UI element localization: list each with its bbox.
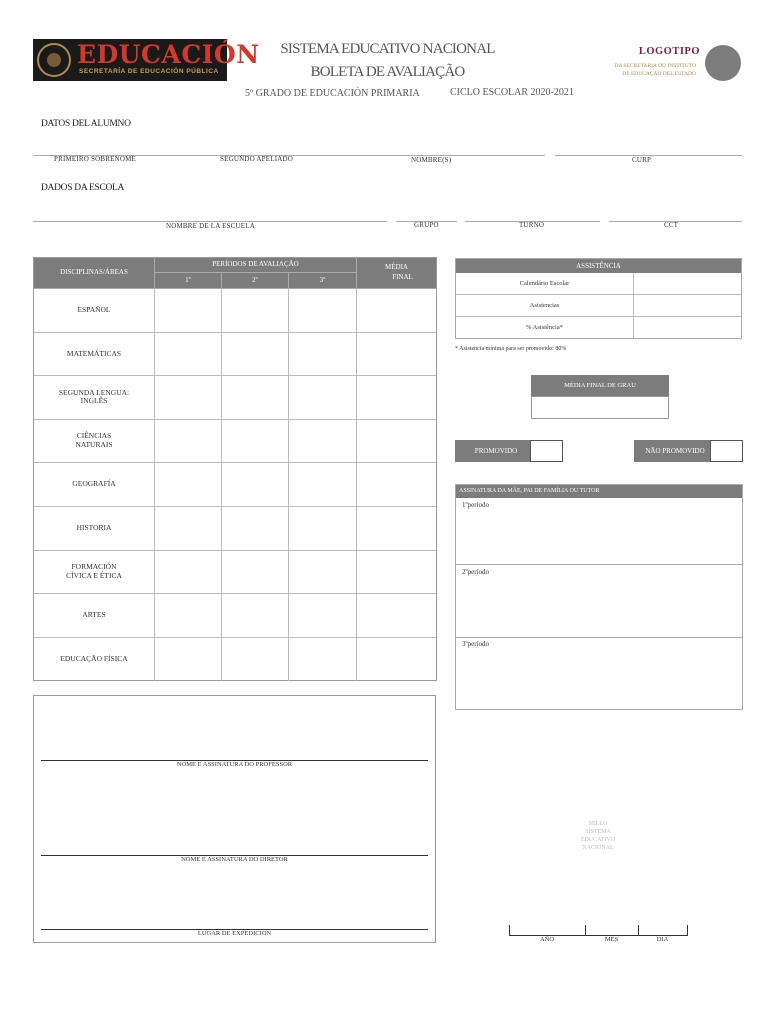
grade-cell-period-2[interactable] xyxy=(222,638,289,682)
teacher-signature-label: NOME E ASSINATURA DO PROFESSOR xyxy=(176,761,293,768)
date-tick xyxy=(687,925,688,935)
media-final-cell[interactable] xyxy=(357,638,436,682)
media-final-cell[interactable] xyxy=(357,463,436,507)
media-final-cell[interactable] xyxy=(357,333,436,377)
subjects-header: DISCIPLINAS/ÁREAS xyxy=(34,258,155,289)
date-tick xyxy=(509,925,510,935)
grades-table xyxy=(33,257,437,681)
date-tick xyxy=(585,925,586,935)
grade-cell-period-1[interactable] xyxy=(155,463,222,507)
signature-period-3[interactable] xyxy=(456,638,742,709)
subject-label: SEGUNDA LENGUA: INGLÊS xyxy=(34,376,155,420)
not-promoted-label: NÃO PROMOVIDO xyxy=(634,440,716,462)
grade-cell-period-2[interactable] xyxy=(222,420,289,464)
grade-cell-period-3[interactable] xyxy=(289,551,357,595)
school-section-title: DADOS DA ESCOLA xyxy=(41,183,125,193)
parent-signature-header: ASSINATURA DA MÃE, PAI DE FAMÍLIA OU TUTOR xyxy=(456,485,742,498)
attendance-count-value[interactable] xyxy=(634,295,741,317)
logo-placeholder-icon xyxy=(705,45,741,81)
document-title-2: BOLETA DE AVALIAÇÃO xyxy=(310,64,465,80)
director-signature-label: NOME E ASSINATURA DO DIRETOR xyxy=(181,856,288,863)
not-promoted-checkbox[interactable] xyxy=(710,440,743,462)
field-second-surname: SEGUNDO APELIADO xyxy=(220,155,294,163)
field-group: GRUPO xyxy=(414,221,439,229)
grade-cell-period-1[interactable] xyxy=(155,507,222,551)
field-cct: CCT xyxy=(664,221,679,229)
grade-label: 5º GRADO DE EDUCACIÓN PRIMARIA xyxy=(245,88,420,99)
grade-cell-period-1[interactable] xyxy=(155,594,222,638)
grade-cell-period-3[interactable] xyxy=(289,594,357,638)
media-final-grade-header: MÉDIA FINAL DE GRAU xyxy=(531,375,669,396)
document-title-1: SISTEMA EDUCATIVO NACIONAL xyxy=(280,41,495,57)
logo-subtext: SECRETARÍA DE EDUCACIÓN PÚBLICA xyxy=(79,68,219,75)
media-final-cell[interactable] xyxy=(357,551,436,595)
national-seal-icon xyxy=(37,43,71,77)
grade-cell-period-3[interactable] xyxy=(289,463,357,507)
signature-period-1-label: 1ºperíodo xyxy=(462,501,490,509)
attendance-note: * Asistencia mínima para ser promovido: 80% xyxy=(455,346,567,352)
place-label: LUGAR DE EXPEDICIÓN xyxy=(197,930,272,937)
subject-label: HISTORIA xyxy=(34,507,155,551)
period-3-header: 3º xyxy=(289,273,357,289)
attendance-calendar-label: Calendário Escolar xyxy=(456,273,634,295)
date-day-label: DIA xyxy=(656,936,669,943)
grade-cell-period-3[interactable] xyxy=(289,420,357,464)
grade-cell-period-2[interactable] xyxy=(222,551,289,595)
grade-cell-period-1[interactable] xyxy=(155,638,222,682)
signature-period-2[interactable] xyxy=(456,565,742,638)
parent-signature-box xyxy=(455,484,743,710)
grade-cell-period-1[interactable] xyxy=(155,551,222,595)
grade-cell-period-2[interactable] xyxy=(222,333,289,377)
date-year-label: AÑO xyxy=(539,936,555,943)
signature-period-2-label: 2ºperíodo xyxy=(462,568,490,576)
grade-cell-period-3[interactable] xyxy=(289,638,357,682)
media-final-cell[interactable] xyxy=(357,507,436,551)
grade-cell-period-1[interactable] xyxy=(155,333,222,377)
official-signatures-box xyxy=(33,695,436,943)
media-final-cell[interactable] xyxy=(357,594,436,638)
field-shift: TURNO xyxy=(519,221,545,229)
promoted-label: PROMOVIDO xyxy=(455,440,537,462)
date-tick xyxy=(638,925,639,935)
official-stamp-placeholder: SELLO SISTEMA EDUCATIVO NACIONAL xyxy=(580,821,616,852)
attendance-calendar-value[interactable] xyxy=(634,273,741,295)
field-school-name: NOMBRE DE LA ESCUELA xyxy=(166,222,255,230)
subject-label: ESPAÑOL xyxy=(34,289,155,333)
grade-cell-period-3[interactable] xyxy=(289,376,357,420)
grade-cell-period-1[interactable] xyxy=(155,289,222,333)
grade-cell-period-3[interactable] xyxy=(289,289,357,333)
attendance-percent-label: % Asistência* xyxy=(456,317,634,338)
grade-cell-period-2[interactable] xyxy=(222,463,289,507)
grade-cell-period-2[interactable] xyxy=(222,507,289,551)
grade-cell-period-2[interactable] xyxy=(222,376,289,420)
media-final-cell[interactable] xyxy=(357,420,436,464)
signature-period-3-label: 3ºperíodo xyxy=(462,640,490,648)
field-curp: CURP xyxy=(632,156,652,164)
attendance-table xyxy=(455,258,742,339)
signature-period-1[interactable] xyxy=(456,498,742,565)
promoted-checkbox[interactable] xyxy=(530,440,563,462)
date-month-label: MÊS xyxy=(604,936,619,943)
student-section-title: DATOS DEL ALUMNO xyxy=(41,119,131,129)
logo-text: EDUCACIÓN xyxy=(77,40,260,69)
field-first-surname: PRIMEIRO SOBRENOME xyxy=(54,155,136,163)
subject-label: FORMACIÓN CÍVICA E ÉTICA xyxy=(34,551,155,595)
period-2-header: 2º xyxy=(222,273,289,289)
subject-label: CIÊNCIAS NATURAIS xyxy=(34,420,155,464)
grade-cell-period-1[interactable] xyxy=(155,376,222,420)
subject-label: GEOGRAFÍA xyxy=(34,463,155,507)
grade-cell-period-2[interactable] xyxy=(222,289,289,333)
education-logo xyxy=(33,39,260,81)
subject-label: EDUCAÇÃO FÍSICA xyxy=(34,638,155,682)
grade-cell-period-1[interactable] xyxy=(155,420,222,464)
logotipo-sub: DA SECRETARIA OU INSTITUTO DE EDUCAÇÃO DEL ESTADO xyxy=(614,63,696,78)
attendance-header: ASSISTÊNCIA xyxy=(456,259,741,273)
period-1-header: 1º xyxy=(155,273,222,289)
grade-cell-period-3[interactable] xyxy=(289,333,357,377)
media-final-cell[interactable] xyxy=(357,376,436,420)
subject-label: ARTES xyxy=(34,594,155,638)
attendance-count-label: Asistencias xyxy=(456,295,634,317)
logotipo-label: LOGOTIPO xyxy=(638,46,700,57)
grade-cell-period-2[interactable] xyxy=(222,594,289,638)
periods-header: PERÍODOS DE AVALIAÇÃO xyxy=(155,258,357,273)
subject-label: MATEMÁTICAS xyxy=(34,333,155,377)
field-names: NOMBRE(S) xyxy=(411,156,452,164)
media-final-grade-box[interactable] xyxy=(531,396,669,419)
media-final-cell[interactable] xyxy=(357,289,436,333)
media-final-header: MÉDIA FINAL xyxy=(357,258,436,289)
grade-cell-period-3[interactable] xyxy=(289,507,357,551)
attendance-percent-value[interactable] xyxy=(634,317,741,338)
cycle-label: CICLO ESCOLAR 2020-2021 xyxy=(450,87,574,98)
